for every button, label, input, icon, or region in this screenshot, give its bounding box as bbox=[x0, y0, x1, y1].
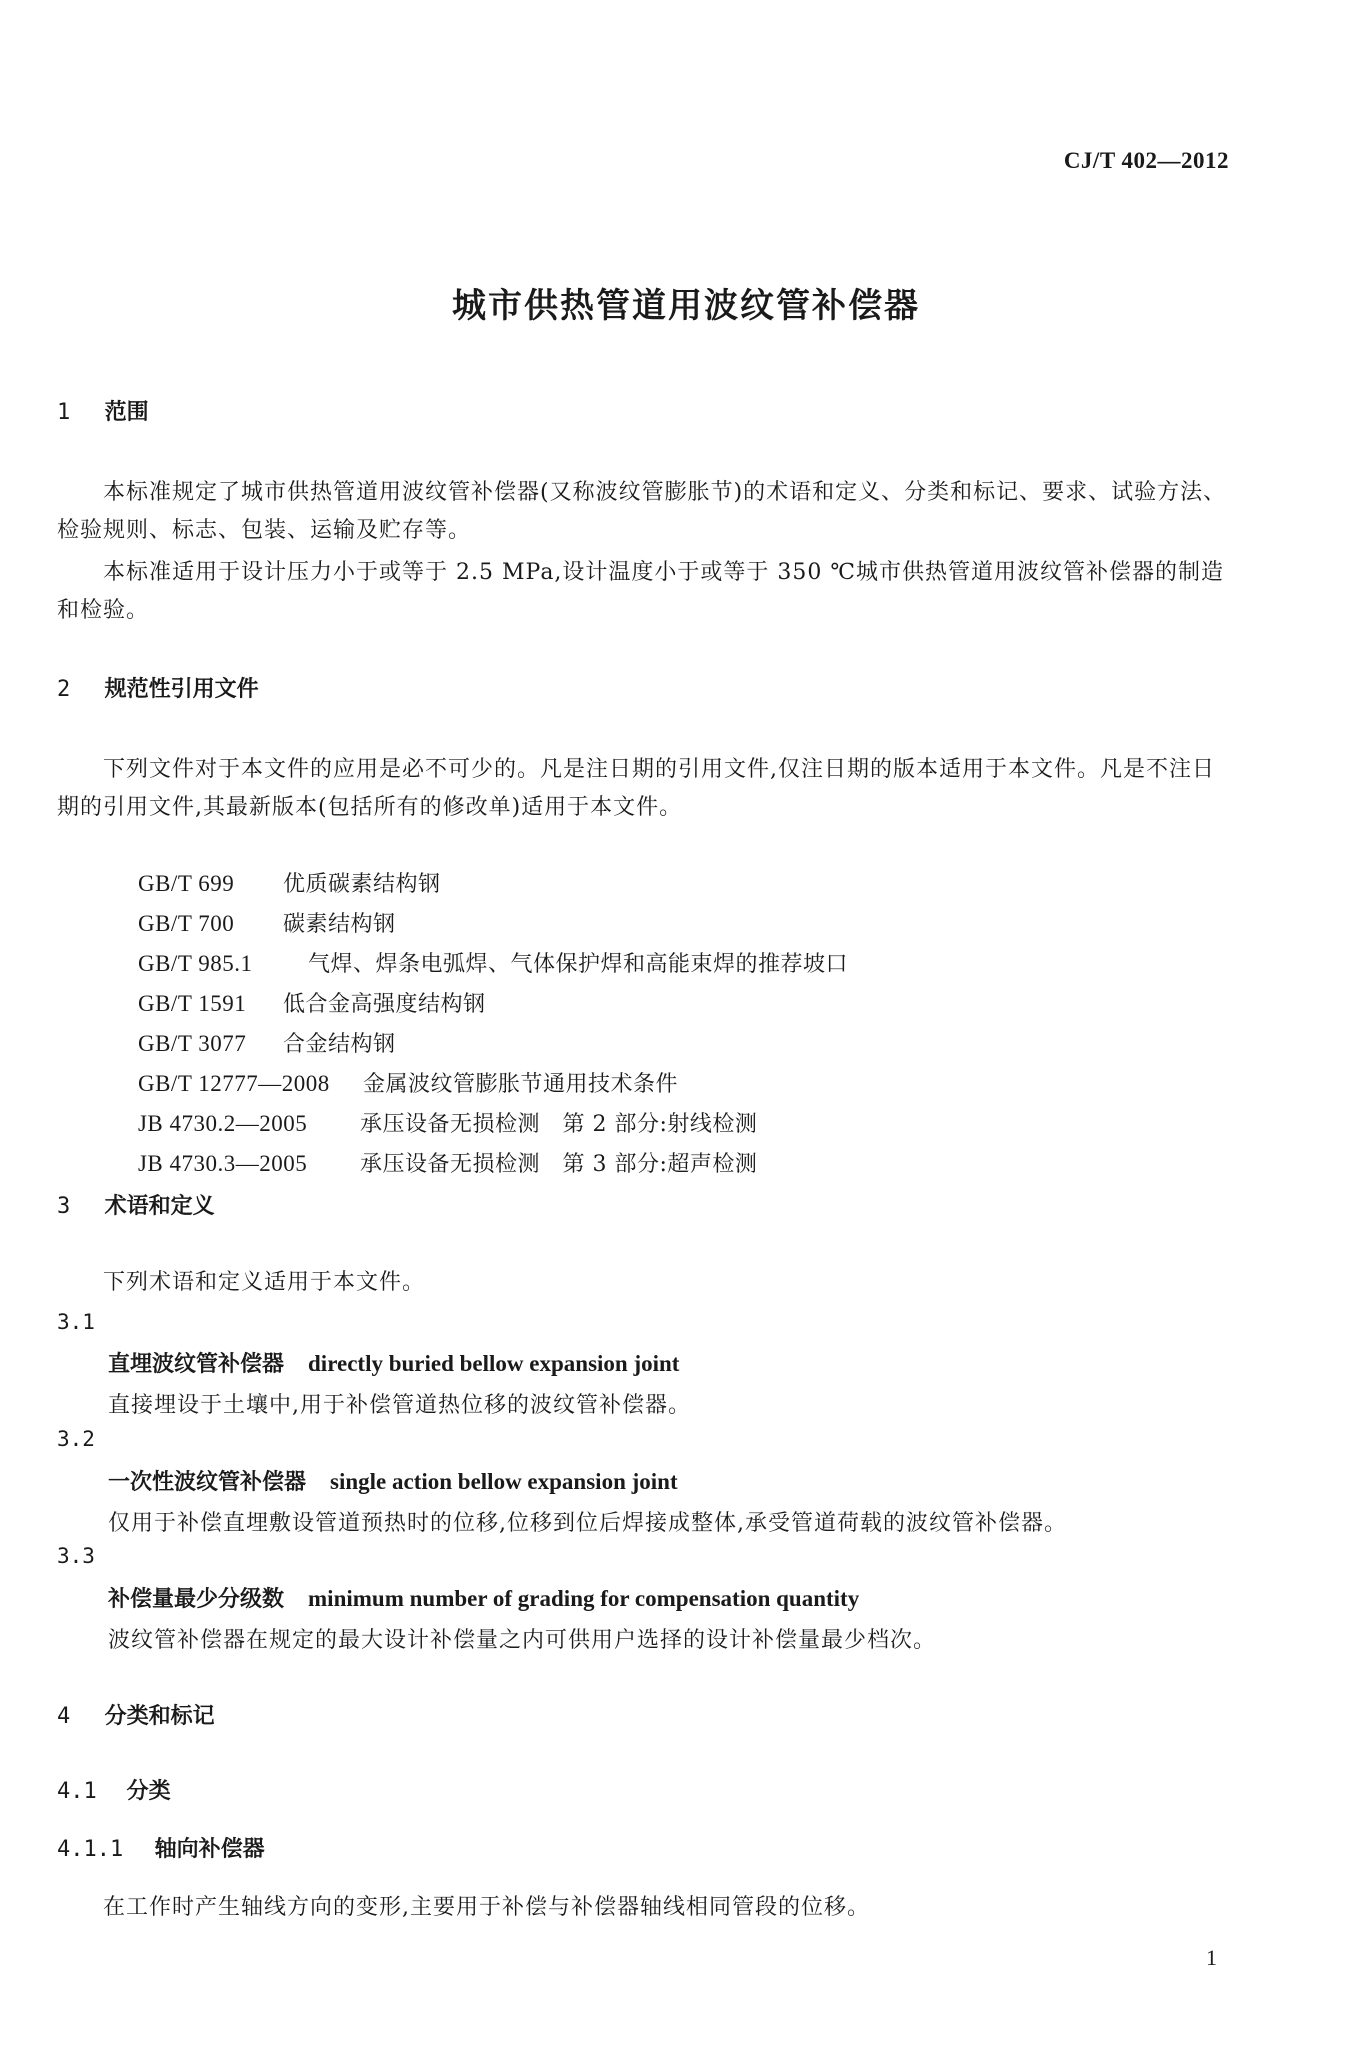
document-title: 城市供热管道用波纹管补偿器 bbox=[452, 286, 920, 326]
section-2-heading bbox=[57, 672, 259, 703]
term-definition: 仅用于补偿直埋敷设管道预热时的位移,位移到位后焊接成整体,承受管道荷载的波纹管补偿器。 bbox=[108, 1511, 1067, 1536]
section-number: 4.1 bbox=[57, 1779, 97, 1804]
section-4-1-heading bbox=[57, 1774, 171, 1805]
reference-code: GB/T 1591 bbox=[137, 991, 247, 1016]
reference-title: 碳素结构钢 bbox=[282, 912, 396, 937]
section-title: 范围 bbox=[104, 400, 149, 425]
term-heading bbox=[108, 1465, 678, 1496]
section-title: 轴向补偿器 bbox=[154, 1837, 265, 1862]
section-3-heading bbox=[57, 1189, 215, 1220]
section-number: 4.1.1 bbox=[57, 1837, 124, 1862]
page-number: 1 bbox=[1206, 1945, 1217, 1970]
section-1-heading bbox=[57, 395, 149, 426]
section-4-heading bbox=[57, 1699, 215, 1730]
term-definition: 波纹管补偿器在规定的最大设计补偿量之内可供用户选择的设计补偿量最少档次。 bbox=[108, 1628, 937, 1653]
term-number: 3.2 bbox=[57, 1427, 95, 1451]
term-number: 3.1 bbox=[57, 1310, 95, 1334]
term-english: single action bellow expansion joint bbox=[330, 1469, 678, 1494]
reference-title: 气焊、焊条电弧焊、气体保护焊和高能束焊的推荐坡口 bbox=[307, 952, 848, 977]
reference-title: 优质碳素结构钢 bbox=[282, 872, 441, 897]
scope-paragraph-1: 本标准规定了城市供热管道用波纹管补偿器(又称波纹管膨胀节)的术语和定义、分类和标记、要求、试验方法、检验规则、标志、包装、运输及贮存等。 bbox=[57, 480, 1227, 543]
term-number: 3.3 bbox=[57, 1544, 95, 1568]
section-title: 规范性引用文件 bbox=[104, 677, 259, 702]
references-intro: 下列文件对于本文件的应用是必不可少的。凡是注日期的引用文件,仅注日期的版本适用于本文件。凡是不注日期的引用文件,其最新版本(包括所有的修改单)适用于本文件。 bbox=[57, 757, 1215, 820]
reference-title: 合金结构钢 bbox=[282, 1032, 396, 1057]
section-number: 2 bbox=[57, 677, 71, 702]
axial-compensator-paragraph: 在工作时产生轴线方向的变形,主要用于补偿与补偿器轴线相同管段的位移。 bbox=[103, 1895, 870, 1920]
standard-code: CJ/T 402—2012 bbox=[1063, 148, 1229, 173]
section-number: 3 bbox=[57, 1194, 71, 1219]
reference-code: GB/T 985.1 bbox=[137, 951, 253, 976]
section-4-1-1-heading bbox=[57, 1832, 265, 1863]
reference-code: GB/T 699 bbox=[137, 871, 235, 896]
reference-title: 低合金高强度结构钢 bbox=[282, 992, 486, 1017]
section-title: 分类 bbox=[126, 1779, 171, 1804]
section-number: 1 bbox=[57, 400, 71, 425]
reference-title: 承压设备无损检测 第 2 部分:射线检测 bbox=[359, 1112, 758, 1137]
term-definition: 直接埋设于土壤中,用于补偿管道热位移的波纹管补偿器。 bbox=[108, 1393, 691, 1418]
reference-title: 承压设备无损检测 第 3 部分:超声检测 bbox=[359, 1152, 758, 1177]
term-chinese: 直埋波纹管补偿器 bbox=[108, 1351, 285, 1377]
scope-paragraph-2: 本标准适用于设计压力小于或等于 2.5 MPa,设计温度小于或等于 350 ℃城市供热管道用波纹管补偿器的制造和检验。 bbox=[57, 560, 1225, 623]
reference-code: GB/T 3077 bbox=[137, 1031, 247, 1056]
reference-code: JB 4730.3—2005 bbox=[137, 1151, 308, 1176]
reference-code: GB/T 12777—2008 bbox=[137, 1071, 330, 1096]
section-title: 分类和标记 bbox=[104, 1704, 215, 1729]
terms-intro: 下列术语和定义适用于本文件。 bbox=[103, 1270, 426, 1295]
term-english: minimum number of grading for compensation quantity bbox=[308, 1586, 860, 1611]
section-number: 4 bbox=[57, 1704, 71, 1729]
reference-code: JB 4730.2—2005 bbox=[137, 1111, 308, 1136]
term-heading bbox=[108, 1582, 859, 1613]
section-title: 术语和定义 bbox=[104, 1194, 215, 1219]
term-english: directly buried bellow expansion joint bbox=[308, 1351, 680, 1376]
term-chinese: 补偿量最少分级数 bbox=[108, 1586, 285, 1612]
reference-title: 金属波纹管膨胀节通用技术条件 bbox=[362, 1072, 678, 1097]
term-chinese: 一次性波纹管补偿器 bbox=[108, 1469, 307, 1495]
term-heading bbox=[108, 1347, 679, 1378]
reference-code: GB/T 700 bbox=[137, 911, 235, 936]
